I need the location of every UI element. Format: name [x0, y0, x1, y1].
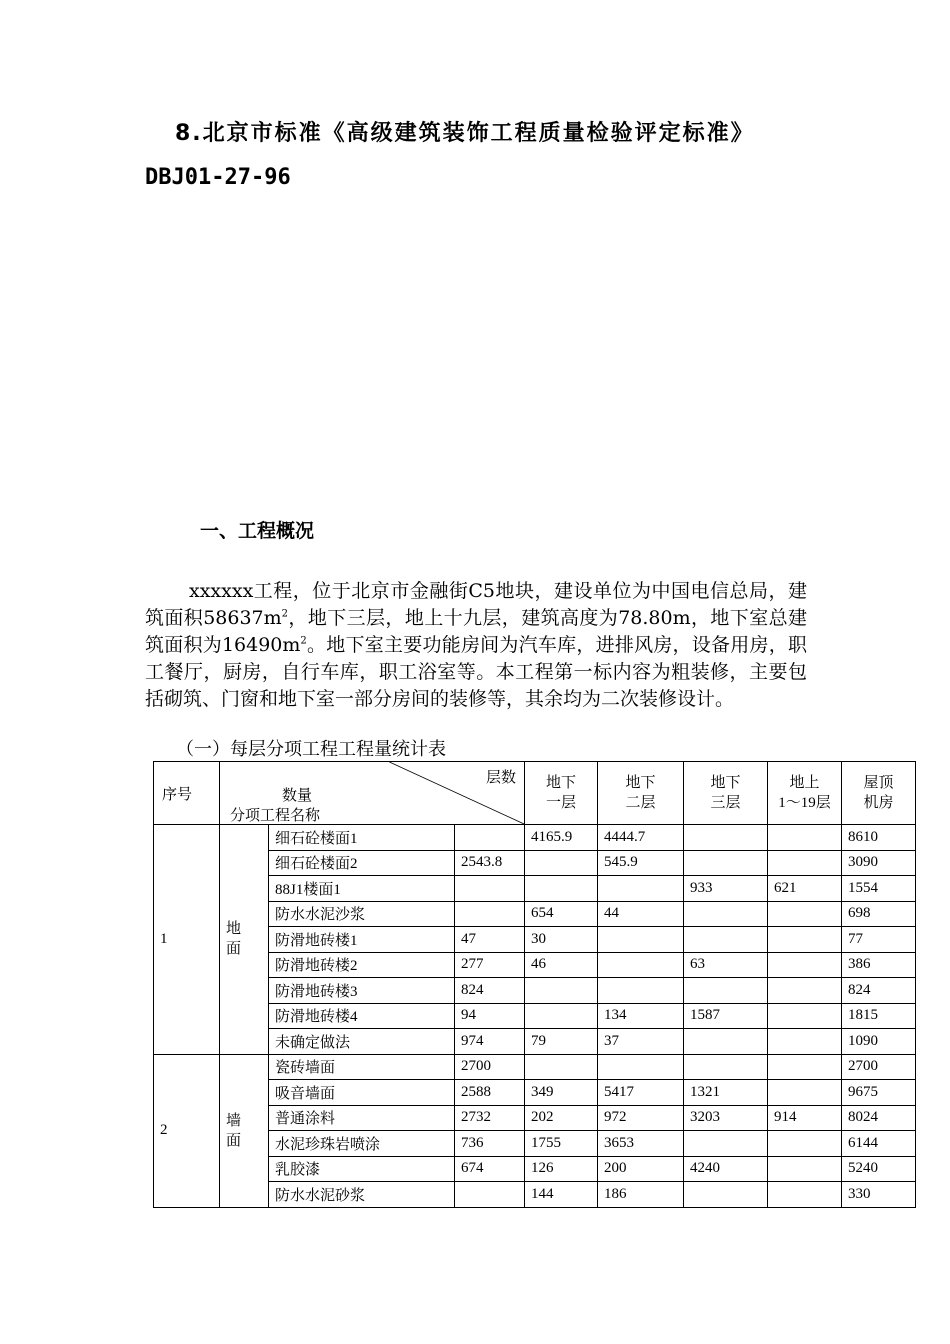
total-cell: 330: [842, 1182, 916, 1208]
item-name-cell: 防水水泥沙浆: [269, 901, 455, 927]
table-row: [154, 927, 916, 953]
total-cell: 2700: [842, 1054, 916, 1080]
superscript-2: 2: [281, 608, 289, 620]
roof-cell: [768, 901, 842, 927]
basement-2-cell: 126: [525, 1156, 598, 1182]
above-ground-cell: [684, 927, 768, 953]
basement-3-cell: [598, 927, 684, 953]
basement-1-cell: [455, 825, 525, 851]
item-name-cell: 乳胶漆: [269, 1156, 455, 1182]
basement-2-cell: [525, 978, 598, 1004]
header-basement-3: 地下 三层: [684, 762, 768, 825]
project-overview-paragraph: [145, 578, 807, 713]
basement-3-cell: [598, 876, 684, 902]
table-row: [154, 952, 916, 978]
basement-1-cell: 674: [455, 1156, 525, 1182]
table-row: [154, 1080, 916, 1106]
total-cell: 6144: [842, 1131, 916, 1157]
basement-3-cell: 44: [598, 901, 684, 927]
above-ground-cell: [684, 825, 768, 851]
basement-3-cell: 5417: [598, 1080, 684, 1106]
basement-1-cell: 2700: [455, 1054, 525, 1080]
overview-text-3: 。地下室主要功能房间为汽车库，进排风房，设备用房，职工餐厅，厨房，自行车库，职工浴室等。本工程第一标内容为粗装修，主要包括砌筑、门窗和地下室一部分房间的装修等，其余均为二次装修设计。: [145, 634, 807, 710]
table-caption: （一）每层分项工程工程量统计表: [176, 739, 446, 760]
header-seq: 序号: [154, 762, 220, 825]
total-cell: 5240: [842, 1156, 916, 1182]
heading-title: 8.北京市标准《高级建筑装饰工程质量检验评定标准》: [175, 121, 755, 146]
roof-cell: [768, 978, 842, 1004]
roof-cell: 914: [768, 1105, 842, 1131]
header-item-name-label: 分项工程名称: [230, 808, 321, 824]
item-name-cell: 未确定做法: [269, 1029, 455, 1055]
total-cell: 386: [842, 952, 916, 978]
roof-cell: [768, 1054, 842, 1080]
table-row: [154, 901, 916, 927]
basement-2-cell: 79: [525, 1029, 598, 1055]
table-row: [154, 978, 916, 1004]
above-ground-cell: [684, 978, 768, 1004]
basement-2-cell: 202: [525, 1105, 598, 1131]
above-ground-cell: 1321: [684, 1080, 768, 1106]
basement-1-cell: 736: [455, 1131, 525, 1157]
table-row: [154, 1131, 916, 1157]
above-ground-cell: [684, 1054, 768, 1080]
heading-standard-code: DBJ01-27-96: [145, 165, 291, 190]
roof-cell: [768, 1080, 842, 1106]
total-cell: 77: [842, 927, 916, 953]
total-cell: 3090: [842, 850, 916, 876]
item-name-cell: 防滑地砖楼1: [269, 927, 455, 953]
basement-3-cell: 545.9: [598, 850, 684, 876]
basement-2-cell: 349: [525, 1080, 598, 1106]
roof-cell: [768, 927, 842, 953]
basement-3-cell: 972: [598, 1105, 684, 1131]
basement-3-cell: [598, 978, 684, 1004]
basement-1-cell: 824: [455, 978, 525, 1004]
total-cell: 1554: [842, 876, 916, 902]
header-quantity-label: 数量: [282, 788, 313, 804]
item-name-cell: 吸音墙面: [269, 1080, 455, 1106]
group-category-cell: [220, 825, 269, 1055]
document-heading: [145, 112, 810, 200]
section-title: 一、工程概况: [200, 520, 315, 542]
category-char: 面: [226, 941, 242, 958]
category-char: 地: [226, 921, 242, 938]
basement-2-cell: [525, 1003, 598, 1029]
basement-1-cell: [455, 1182, 525, 1208]
roof-cell: [768, 1003, 842, 1029]
header-basement-1: 地下 一层: [525, 762, 598, 825]
total-cell: 1090: [842, 1029, 916, 1055]
roof-cell: [768, 1182, 842, 1208]
total-cell: 824: [842, 978, 916, 1004]
above-ground-cell: 4240: [684, 1156, 768, 1182]
above-ground-cell: 1587: [684, 1003, 768, 1029]
total-cell: 8024: [842, 1105, 916, 1131]
item-name-cell: 细石砼楼面1: [269, 825, 455, 851]
basement-3-cell: [598, 952, 684, 978]
category-char: 墙: [226, 1112, 242, 1129]
basement-1-cell: 2543.8: [455, 850, 525, 876]
basement-1-cell: 47: [455, 927, 525, 953]
basement-1-cell: [455, 876, 525, 902]
basement-3-cell: 4444.7: [598, 825, 684, 851]
basement-2-cell: 1755: [525, 1131, 598, 1157]
header-basement-2: 地下 二层: [598, 762, 684, 825]
basement-3-cell: 200: [598, 1156, 684, 1182]
basement-1-cell: [455, 901, 525, 927]
roof-cell: [768, 1131, 842, 1157]
basement-2-cell: [525, 1054, 598, 1080]
roof-cell: [768, 1029, 842, 1055]
roof-cell: [768, 1156, 842, 1182]
item-name-cell: 88J1楼面1: [269, 876, 455, 902]
basement-2-cell: 654: [525, 901, 598, 927]
total-cell: 9675: [842, 1080, 916, 1106]
total-cell: 698: [842, 901, 916, 927]
basement-3-cell: [598, 1054, 684, 1080]
basement-1-cell: 277: [455, 952, 525, 978]
total-cell: 8610: [842, 825, 916, 851]
basement-3-cell: 134: [598, 1003, 684, 1029]
table-row: [154, 1003, 916, 1029]
basement-1-cell: 2588: [455, 1080, 525, 1106]
above-ground-cell: [684, 1029, 768, 1055]
table-header-row: [154, 762, 916, 825]
roof-cell: 621: [768, 876, 842, 902]
item-name-cell: 防滑地砖楼3: [269, 978, 455, 1004]
basement-1-cell: 974: [455, 1029, 525, 1055]
table-row: [154, 825, 916, 851]
item-name-cell: 细石砼楼面2: [269, 850, 455, 876]
table-row: [154, 1105, 916, 1131]
above-ground-cell: [684, 850, 768, 876]
basement-2-cell: 46: [525, 952, 598, 978]
header-diagonal-cell: [220, 762, 525, 825]
basement-1-cell: 2732: [455, 1105, 525, 1131]
header-layers-label: 层数: [486, 770, 517, 786]
above-ground-cell: [684, 1182, 768, 1208]
quantity-statistics-table: [153, 761, 916, 1208]
basement-2-cell: [525, 850, 598, 876]
table-row: [154, 1182, 916, 1208]
basement-2-cell: 30: [525, 927, 598, 953]
basement-3-cell: 186: [598, 1182, 684, 1208]
superscript-2: 2: [300, 635, 307, 647]
item-name-cell: 防水水泥砂浆: [269, 1182, 455, 1208]
basement-2-cell: 4165.9: [525, 825, 598, 851]
basement-1-cell: 94: [455, 1003, 525, 1029]
total-cell: 1815: [842, 1003, 916, 1029]
table-row: [154, 1054, 916, 1080]
roof-cell: [768, 825, 842, 851]
header-roof-machine-room: 屋顶 机房: [842, 762, 916, 825]
header-above-ground: 地上 1～19层: [768, 762, 842, 825]
overview-text-1: xxxxxx工程，位于北京市金融街C5地块，建设单位为中国电信总局，建筑面积58637m: [145, 580, 807, 629]
item-name-cell: 瓷砖墙面: [269, 1054, 455, 1080]
overview-text-2: ，地下三层，地上十九层，建筑高度为78.80m，地下室总建筑面积为16490m: [145, 607, 807, 656]
roof-cell: [768, 850, 842, 876]
group-category-cell: [220, 1054, 269, 1207]
above-ground-cell: 933: [684, 876, 768, 902]
table-row: [154, 1156, 916, 1182]
basement-2-cell: [525, 876, 598, 902]
above-ground-cell: 63: [684, 952, 768, 978]
above-ground-cell: [684, 901, 768, 927]
basement-2-cell: 144: [525, 1182, 598, 1208]
table-row: [154, 876, 916, 902]
basement-3-cell: 37: [598, 1029, 684, 1055]
basement-3-cell: 3653: [598, 1131, 684, 1157]
group-seq-cell: 1: [154, 825, 220, 1055]
table-row: [154, 1029, 916, 1055]
item-name-cell: 防滑地砖楼4: [269, 1003, 455, 1029]
item-name-cell: 防滑地砖楼2: [269, 952, 455, 978]
item-name-cell: 水泥珍珠岩喷涂: [269, 1131, 455, 1157]
item-name-cell: 普通涂料: [269, 1105, 455, 1131]
category-char: 面: [226, 1132, 242, 1149]
table-row: [154, 850, 916, 876]
above-ground-cell: [684, 1131, 768, 1157]
above-ground-cell: 3203: [684, 1105, 768, 1131]
roof-cell: [768, 952, 842, 978]
group-seq-cell: 2: [154, 1054, 220, 1207]
